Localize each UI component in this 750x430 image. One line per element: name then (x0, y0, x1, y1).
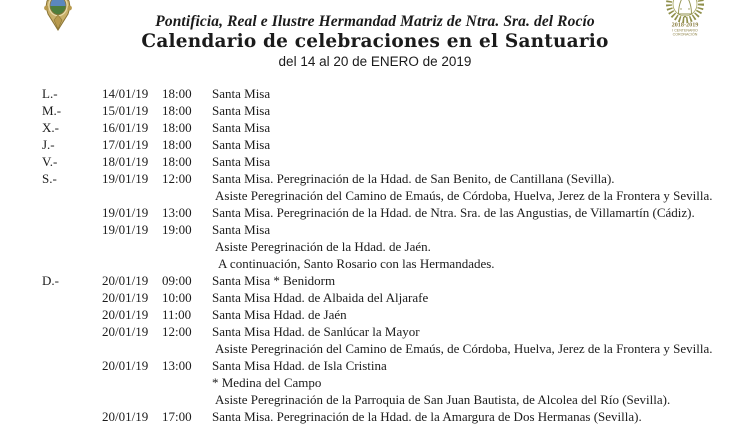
time-cell: 12:00 (162, 171, 192, 186)
event-cell: A continuación, Santo Rosario con las Hermandades. (218, 256, 495, 271)
schedule-row (42, 102, 732, 119)
schedule-row (42, 408, 732, 425)
date-cell (102, 255, 162, 272)
weekday-label (42, 221, 102, 238)
emblem-caption-line1: I CENTENARIO (672, 28, 698, 33)
weekday-label (42, 306, 102, 323)
date-cell: 17/01/19 (102, 137, 149, 152)
event-cell: Santa Misa * Benidorm (212, 273, 336, 288)
schedule-row (42, 306, 732, 323)
schedule-row (42, 357, 732, 374)
date-cell: 19/01/19 (102, 222, 149, 237)
time-cell: 09:00 (162, 273, 192, 288)
event-cell: Santa Misa. Peregrinación de la Hdad. de la Amargura de Dos Hermanas (Sevilla). (212, 409, 642, 424)
weekday-label (42, 408, 102, 425)
date-range-subtitle: del 14 al 20 de ENERO de 2019 (278, 54, 472, 69)
page-title: Calendario de celebraciones en el Santuario (141, 31, 609, 52)
time-cell: 18:00 (162, 120, 192, 135)
date-cell: 20/01/19 (102, 324, 149, 339)
event-cell: Santa Misa (212, 137, 271, 152)
weekday-label: S.- (42, 171, 57, 186)
date-cell: 18/01/19 (102, 154, 149, 169)
weekday-label (42, 289, 102, 306)
schedule-table (42, 85, 732, 425)
time-cell (162, 340, 212, 357)
weekday-label: X.- (42, 120, 59, 135)
date-cell: 20/01/19 (102, 358, 149, 373)
time-cell (162, 391, 212, 408)
time-cell (162, 255, 212, 272)
schedule-row (42, 153, 732, 170)
time-cell: 13:00 (162, 205, 192, 220)
time-cell (162, 238, 212, 255)
schedule-row (42, 204, 732, 221)
date-cell: 20/01/19 (102, 273, 149, 288)
emblem-years: 2018-2019 (671, 21, 699, 29)
event-cell: Santa Misa Hdad. de Sanlúcar la Mayor (212, 324, 420, 339)
weekday-label (42, 374, 102, 391)
date-cell: 20/01/19 (102, 307, 149, 322)
time-cell: 18:00 (162, 86, 192, 101)
time-cell (162, 187, 212, 204)
schedule-row (42, 340, 732, 357)
event-cell: Santa Misa (212, 120, 271, 135)
date-cell: 20/01/19 (102, 409, 149, 424)
schedule-row (42, 221, 732, 238)
schedule-row (42, 85, 732, 102)
schedule-row (42, 374, 732, 391)
event-cell: Asiste Peregrinación de la Parroquia de San Juan Bautista, de Alcolea del Río (Sevilla). (215, 392, 671, 407)
event-cell: Santa Misa (212, 154, 271, 169)
schedule-row (42, 323, 732, 340)
emblem-caption-line2: CORONACIÓN (672, 32, 698, 37)
schedule-row (42, 391, 732, 408)
event-cell: Asiste Peregrinación de la Hdad. de Jaén. (215, 239, 431, 254)
date-cell (102, 187, 162, 204)
event-cell: Santa Misa Hdad. de Albaida del Aljarafe (212, 290, 429, 305)
time-cell: 18:00 (162, 154, 192, 169)
schedule-row (42, 289, 732, 306)
weekday-label: D.- (42, 273, 59, 288)
weekday-label: M.- (42, 103, 62, 118)
weekday-label (42, 255, 102, 272)
date-cell: 14/01/19 (102, 86, 149, 101)
weekday-label (42, 391, 102, 408)
schedule-row (42, 119, 732, 136)
time-cell: 12:00 (162, 324, 192, 339)
time-cell (162, 374, 212, 391)
weekday-label: L.- (42, 86, 58, 101)
time-cell: 17:00 (162, 409, 192, 424)
event-cell: Santa Misa. Peregrinación de la Hdad. de San Benito, de Cantillana (Sevilla). (212, 171, 615, 186)
event-cell: Asiste Peregrinación del Camino de Emaús, de Córdoba, Huelva, Jerez de la Frontera y Sevilla. (215, 341, 713, 356)
weekday-label (42, 340, 102, 357)
org-title: Pontificia, Real e Ilustre Hermandad Matriz de Ntra. Sra. del Rocío (155, 13, 595, 30)
schedule-row (42, 238, 732, 255)
time-cell: 18:00 (162, 103, 192, 118)
schedule-body (42, 85, 732, 425)
date-cell: 19/01/19 (102, 171, 149, 186)
date-cell (102, 391, 162, 408)
weekday-label (42, 357, 102, 374)
date-cell: 19/01/19 (102, 205, 149, 220)
schedule-row (42, 170, 732, 187)
weekday-label (42, 204, 102, 221)
document-header (0, 0, 750, 69)
time-cell: 19:00 (162, 222, 192, 237)
schedule-row (42, 136, 732, 153)
event-cell: Asiste Peregrinación del Camino de Emaús, de Córdoba, Huelva, Jerez de la Frontera y Sevilla. (215, 188, 713, 203)
weekday-label (42, 238, 102, 255)
schedule-row (42, 187, 732, 204)
event-cell: * Medina del Campo (212, 375, 322, 390)
time-cell: 13:00 (162, 358, 192, 373)
event-cell: Santa Misa (212, 103, 271, 118)
time-cell: 18:00 (162, 137, 192, 152)
event-cell: Santa Misa (212, 222, 271, 237)
schedule-row (42, 272, 732, 289)
event-cell: Santa Misa Hdad. de Isla Cristina (212, 358, 387, 373)
date-cell (102, 374, 162, 391)
date-cell: 16/01/19 (102, 120, 149, 135)
weekday-label: V.- (42, 154, 58, 169)
time-cell: 10:00 (162, 290, 192, 305)
schedule-row (42, 255, 732, 272)
time-cell: 11:00 (162, 307, 192, 322)
weekday-label (42, 187, 102, 204)
date-cell (102, 238, 162, 255)
event-cell: Santa Misa. Peregrinación de la Hdad. de Ntra. Sra. de las Angustias, de Villamartín (Cádiz). (212, 205, 695, 220)
weekday-label (42, 323, 102, 340)
date-cell: 15/01/19 (102, 103, 149, 118)
event-cell: Santa Misa Hdad. de Jaén (212, 307, 347, 322)
event-cell: Santa Misa (212, 86, 271, 101)
date-cell (102, 340, 162, 357)
date-cell: 20/01/19 (102, 290, 149, 305)
weekday-label: J.- (42, 137, 55, 152)
